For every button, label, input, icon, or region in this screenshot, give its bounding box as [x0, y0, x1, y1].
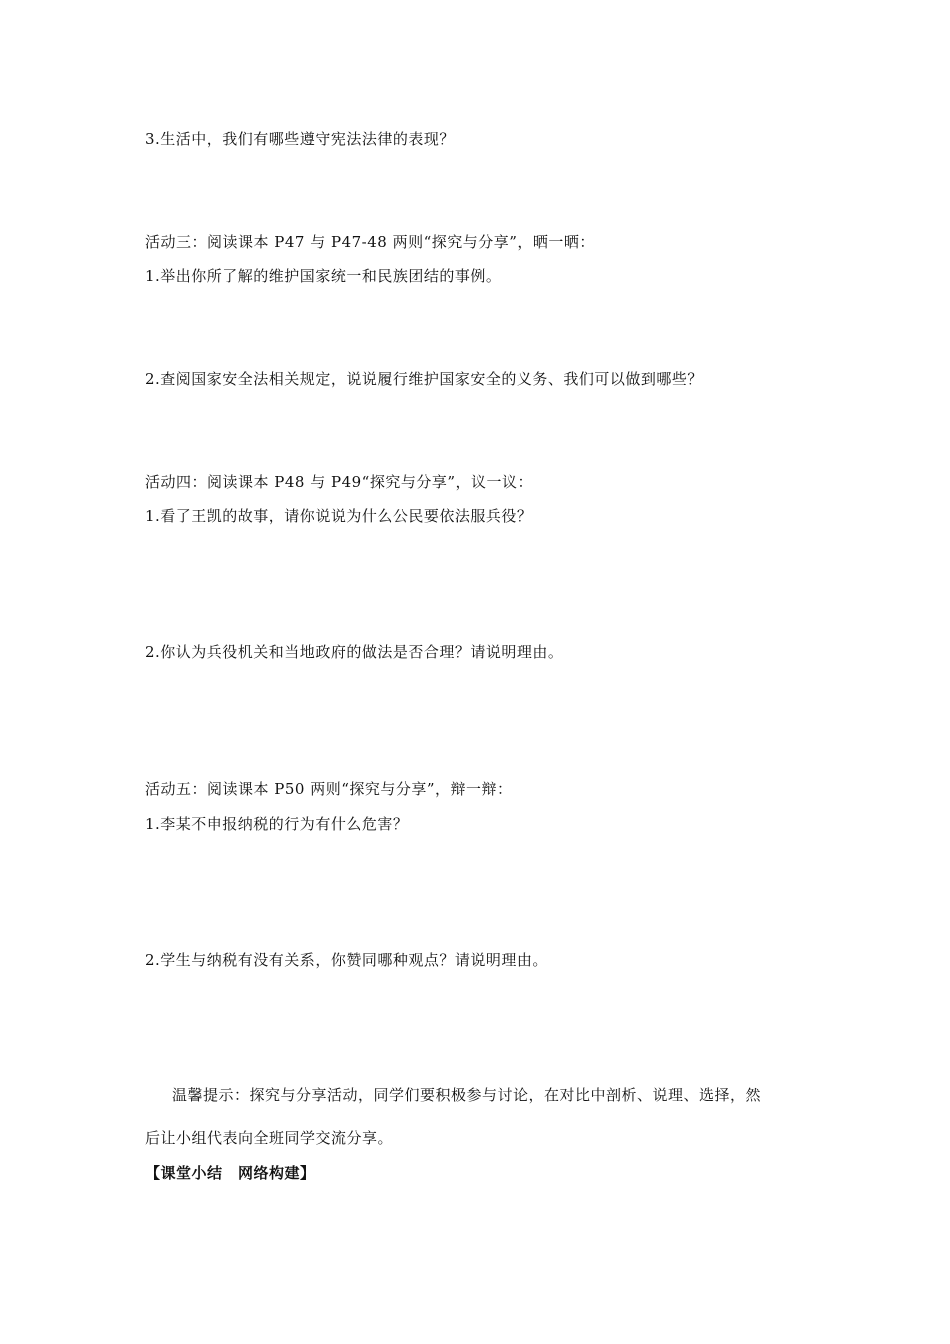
activity-4-question-2: 2.你认为兵役机关和当地政府的做法是否合理？请说明理由。	[145, 643, 564, 661]
activity-3-question-2: 2.查阅国家安全法相关规定，说说履行维护国家安全的义务、我们可以做到哪些？	[145, 370, 703, 388]
activity-5-question-2: 2.学生与纳税有没有关系，你赞同哪种观点？请说明理由。	[145, 951, 548, 969]
question-3-constitution: 3.生活中，我们有哪些遵守宪法法律的表现？	[145, 130, 455, 148]
activity-5-heading: 活动五：阅读课本 P50 两则“探究与分享”，辩一辩：	[145, 780, 513, 798]
tip-paragraph-line-2: 后让小组代表向全班同学交流分享。	[145, 1129, 394, 1147]
section-heading-summary: 【课堂小结 网络构建】	[145, 1164, 316, 1182]
activity-4-question-1: 1.看了王凯的故事，请你说说为什么公民要依法服兵役？	[145, 507, 533, 525]
activity-3-heading: 活动三：阅读课本 P47 与 P47-48 两则“探究与分享”，晒一晒：	[145, 233, 595, 251]
tip-paragraph-line-1: 温馨提示：探究与分享活动，同学们要积极参与讨论，在对比中剖析、说理、选择，然	[172, 1086, 762, 1104]
activity-5-question-1: 1.李某不申报纳税的行为有什么危害？	[145, 815, 409, 833]
activity-3-question-1: 1.举出你所了解的维护国家统一和民族团结的事例。	[145, 267, 502, 285]
activity-4-heading: 活动四：阅读课本 P48 与 P49“探究与分享”，议一议：	[145, 473, 534, 491]
